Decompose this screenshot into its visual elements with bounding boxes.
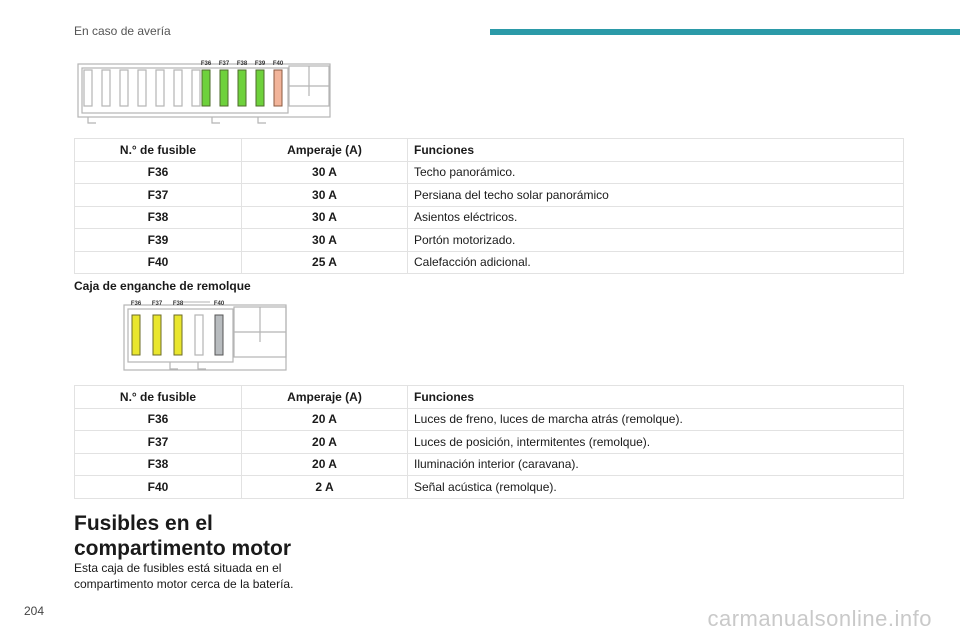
col-fuse-number: N.° de fusible	[75, 139, 242, 162]
section-title: En caso de avería	[74, 24, 171, 38]
table-row	[75, 229, 904, 252]
amperage: 20 A	[242, 408, 408, 431]
fuse-f39	[256, 70, 264, 106]
col-fuse-number: N.° de fusible	[75, 386, 242, 409]
col-amperage: Amperaje (A)	[242, 139, 408, 162]
header-accent-bar	[490, 29, 960, 35]
table-row	[75, 476, 904, 499]
function: Persiana del techo solar panorámico	[408, 184, 904, 207]
table-header-row	[75, 386, 904, 409]
fuse-f38	[238, 70, 246, 106]
function: Calefacción adicional.	[408, 251, 904, 274]
table-row	[75, 453, 904, 476]
table-header-row	[75, 139, 904, 162]
amperage: 30 A	[242, 161, 408, 184]
fuse-number: F37	[75, 184, 242, 207]
fuse-f37	[153, 315, 161, 355]
function: Portón motorizado.	[408, 229, 904, 252]
fuse-label-f39: F39	[254, 61, 266, 67]
amperage: 2 A	[242, 476, 408, 499]
fuse-number: F39	[75, 229, 242, 252]
fuse-number: F40	[75, 476, 242, 499]
function: Señal acústica (remolque).	[408, 476, 904, 499]
function: Luces de freno, luces de marcha atrás (remolque).	[408, 408, 904, 431]
fuse-number: F38	[75, 206, 242, 229]
fuse-f36	[132, 315, 140, 355]
fuse-label-f38: F38	[172, 301, 184, 307]
tow-box-title: Caja de enganche de remolque	[74, 279, 251, 293]
fuse-label-f40: F40	[213, 301, 225, 307]
table-row	[75, 184, 904, 207]
function: Luces de posición, intermitentes (remolque).	[408, 431, 904, 454]
fuse-number: F37	[75, 431, 242, 454]
fuse-f38	[174, 315, 182, 355]
fuse-label-f37: F37	[218, 61, 230, 67]
amperage: 30 A	[242, 206, 408, 229]
amperage: 20 A	[242, 431, 408, 454]
watermark: carmanualsonline.info	[707, 606, 932, 631]
amperage: 30 A	[242, 229, 408, 252]
fuse-box-diagram-2	[122, 297, 292, 375]
fuse-number: F36	[75, 408, 242, 431]
fuse-label-f36: F36	[200, 61, 212, 67]
engine-fuses-text: Esta caja de fusibles está situada en el compartimento motor cerca de la batería.	[74, 561, 294, 591]
function: Techo panorámico.	[408, 161, 904, 184]
fuse-f40	[274, 70, 282, 106]
fuse-number: F38	[75, 453, 242, 476]
fuse-f40	[215, 315, 223, 355]
col-functions: Funciones	[408, 386, 904, 409]
function: Iluminación interior (caravana).	[408, 453, 904, 476]
fuse-number: F40	[75, 251, 242, 274]
table-row	[75, 206, 904, 229]
fuse-box-diagram-1	[76, 56, 336, 126]
table-row	[75, 251, 904, 274]
fuse-table-2	[74, 385, 904, 499]
amperage: 25 A	[242, 251, 408, 274]
fuse-label-f37: F37	[151, 301, 163, 307]
function: Asientos eléctricos.	[408, 206, 904, 229]
page-number: 204	[24, 604, 45, 618]
col-functions: Funciones	[408, 139, 904, 162]
engine-fuses-heading: Fusibles en el compartimento motor	[74, 512, 292, 560]
amperage: 30 A	[242, 184, 408, 207]
amperage: 20 A	[242, 453, 408, 476]
table-row	[75, 431, 904, 454]
fuse-number: F36	[75, 161, 242, 184]
fuse-f36	[202, 70, 210, 106]
fuse-label-f40: F40	[272, 61, 284, 67]
fuse-label-f36: F36	[130, 301, 142, 307]
fuse-f37	[220, 70, 228, 106]
table-row	[75, 161, 904, 184]
fuse-label-f38: F38	[236, 61, 248, 67]
fuse-table-1	[74, 138, 904, 274]
table-row	[75, 408, 904, 431]
col-amperage: Amperaje (A)	[242, 386, 408, 409]
